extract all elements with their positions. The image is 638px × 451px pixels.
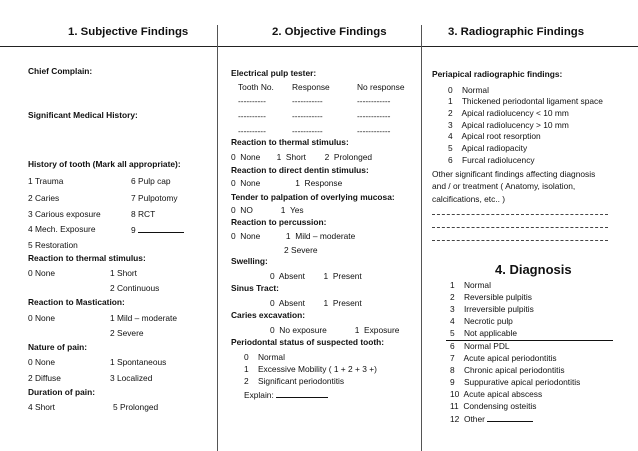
caries-title: Caries excavation: [231,310,306,320]
periapical-option: 4 Apical root resorption [448,131,541,141]
caries-options: 0 No exposure 1 Exposure [270,325,400,335]
diagnosis-other-blank[interactable] [487,413,533,422]
tester-col-no-response: No response [357,82,405,92]
swelling-options: 0 Absent 1 Present [270,271,362,281]
mastication-option: 0 None [28,313,56,323]
history-option: 1 Trauma [28,176,64,186]
diagnosis-option: 5 Not applicable [450,328,518,338]
history-option-other: 9 [131,224,184,236]
tester-dash: ------------ [357,111,391,121]
other-findings-text: calcifications, etc.. ) [432,194,506,204]
history-title: History of tooth (Mark all appropriate): [28,159,181,169]
swelling-title: Swelling: [231,256,268,266]
mastication-option: 1 Mild – moderate [110,313,178,323]
history-other-blank[interactable] [138,224,184,233]
perio-title: Periodontal status of suspected tooth: [231,337,385,347]
column-divider-2 [421,25,422,451]
tester-dash: ---------- [238,111,266,121]
diagnosis-title: 4. Diagnosis [495,262,572,277]
tester-dash: ---------- [238,126,266,136]
diagnosis-option: 3 Irreversible pulpitis [450,304,534,314]
diagnosis-option: 8 Chronic apical periodontitis [450,365,565,375]
periapical-option: 5 Apical radiopacity [448,143,528,153]
other-findings-line[interactable] [432,214,608,215]
header-radiographic: 3. Radiographic Findings [448,26,585,38]
periapical-option: 2 Apical radiolucency < 10 mm [448,108,569,118]
column-divider-1 [217,25,218,451]
perio-option: 1 Excessive Mobility ( 1 + 2 + 3 +) [244,364,377,374]
diagnosis-option: 10 Acute apical abscess [450,389,543,399]
history-option: 5 Restoration [28,240,78,250]
tester-col-tooth: Tooth No. [238,82,274,92]
tester-dash: ----------- [292,96,323,106]
diagnosis-option: 9 Suppurative apical periodontitis [450,377,581,387]
diagnosis-option-other: 12 Other [450,413,533,425]
explain-blank[interactable] [276,389,328,398]
diagnosis-option: 7 Acute apical periodontitis [450,353,557,363]
thermal-option: 2 Continuous [110,283,160,293]
other-findings-text: Other significant findings affecting diagnosis [432,169,596,179]
history-option: 3 Carious exposure [28,209,101,219]
thermal-option: 1 Short [110,268,138,278]
tester-col-response: Response [292,82,330,92]
medical-history-label: Significant Medical History: [28,110,138,120]
perio-option: 0 Normal [244,352,285,362]
sinus-options: 0 Absent 1 Present [270,298,362,308]
header-objective: 2. Objective Findings [272,26,387,38]
pulp-tester-title: Electrical pulp tester: [231,68,317,78]
dentin-title: Reaction to direct dentin stimulus: [231,165,369,175]
mastication-option: 2 Severe [110,328,144,338]
thermal-title: Reaction to thermal stimulus: [28,253,146,263]
periapical-option: 3 Apical radiolucency > 10 mm [448,120,569,130]
history-option: 8 RCT [131,209,156,219]
perio-option: 2 Significant periodontitis [244,376,345,386]
duration-option: 4 Short [28,402,56,412]
pain-option: 0 None [28,357,56,367]
thermal2-title: Reaction to thermal stimulus: [231,137,349,147]
tester-dash: ------------ [357,126,391,136]
other-findings-line[interactable] [432,240,608,241]
diagnosis-option: 4 Necrotic pulp [450,316,513,326]
periapical-title: Periapical radiographic findings: [432,69,563,79]
dentin-options: 0 None 1 Response [231,178,343,188]
pain-option: 2 Diffuse [28,373,61,383]
pain-option: 1 Spontaneous [110,357,167,367]
duration-title: Duration of pain: [28,387,95,397]
palpation-title: Tender to palpation of overlying mucosa: [231,192,395,202]
history-option: 6 Pulp cap [131,176,171,186]
history-option: 4 Mech. Exposure [28,224,96,234]
history-option: 7 Pulpotomy [131,193,178,203]
tester-dash: ----------- [292,111,323,121]
diagnosis-option: 6 Normal PDL [450,341,510,351]
tester-dash: ---------- [238,96,266,106]
periapical-option: 0 Normal [448,85,489,95]
pain-option: 3 Localized [110,373,153,383]
percussion-option: 2 Severe [284,245,318,255]
thermal2-options: 0 None 1 Short 2 Prolonged [231,152,373,162]
history-option: 2 Caries [28,193,60,203]
periapical-option: 6 Furcal radiolucency [448,155,535,165]
header-subjective: 1. Subjective Findings [68,26,189,38]
chief-complaint-label: Chief Complain: [28,66,93,76]
header-bar [0,0,638,47]
percussion-title: Reaction to percussion: [231,217,327,227]
percussion-options: 0 None 1 Mild – moderate [231,231,356,241]
explain-row: Explain: [244,389,328,401]
tester-dash: ----------- [292,126,323,136]
palpation-options: 0 NO 1 Yes [231,205,304,215]
other-findings-text: and / or treatment ( Anatomy, isolation, [432,181,576,191]
diagnosis-option: 1 Normal [450,280,491,290]
mastication-title: Reaction to Mastication: [28,297,125,307]
pain-title: Nature of pain: [28,342,88,352]
tester-dash: ------------ [357,96,391,106]
sinus-title: Sinus Tract: [231,283,279,293]
diagnosis-option: 11 Condensing osteitis [450,401,537,411]
thermal-option: 0 None [28,268,56,278]
other-findings-line[interactable] [432,227,608,228]
diagnosis-option: 2 Reversible pulpitis [450,292,532,302]
duration-option: 5 Prolonged [113,402,159,412]
periapical-option: 1 Thickened periodontal ligament space [448,96,603,106]
